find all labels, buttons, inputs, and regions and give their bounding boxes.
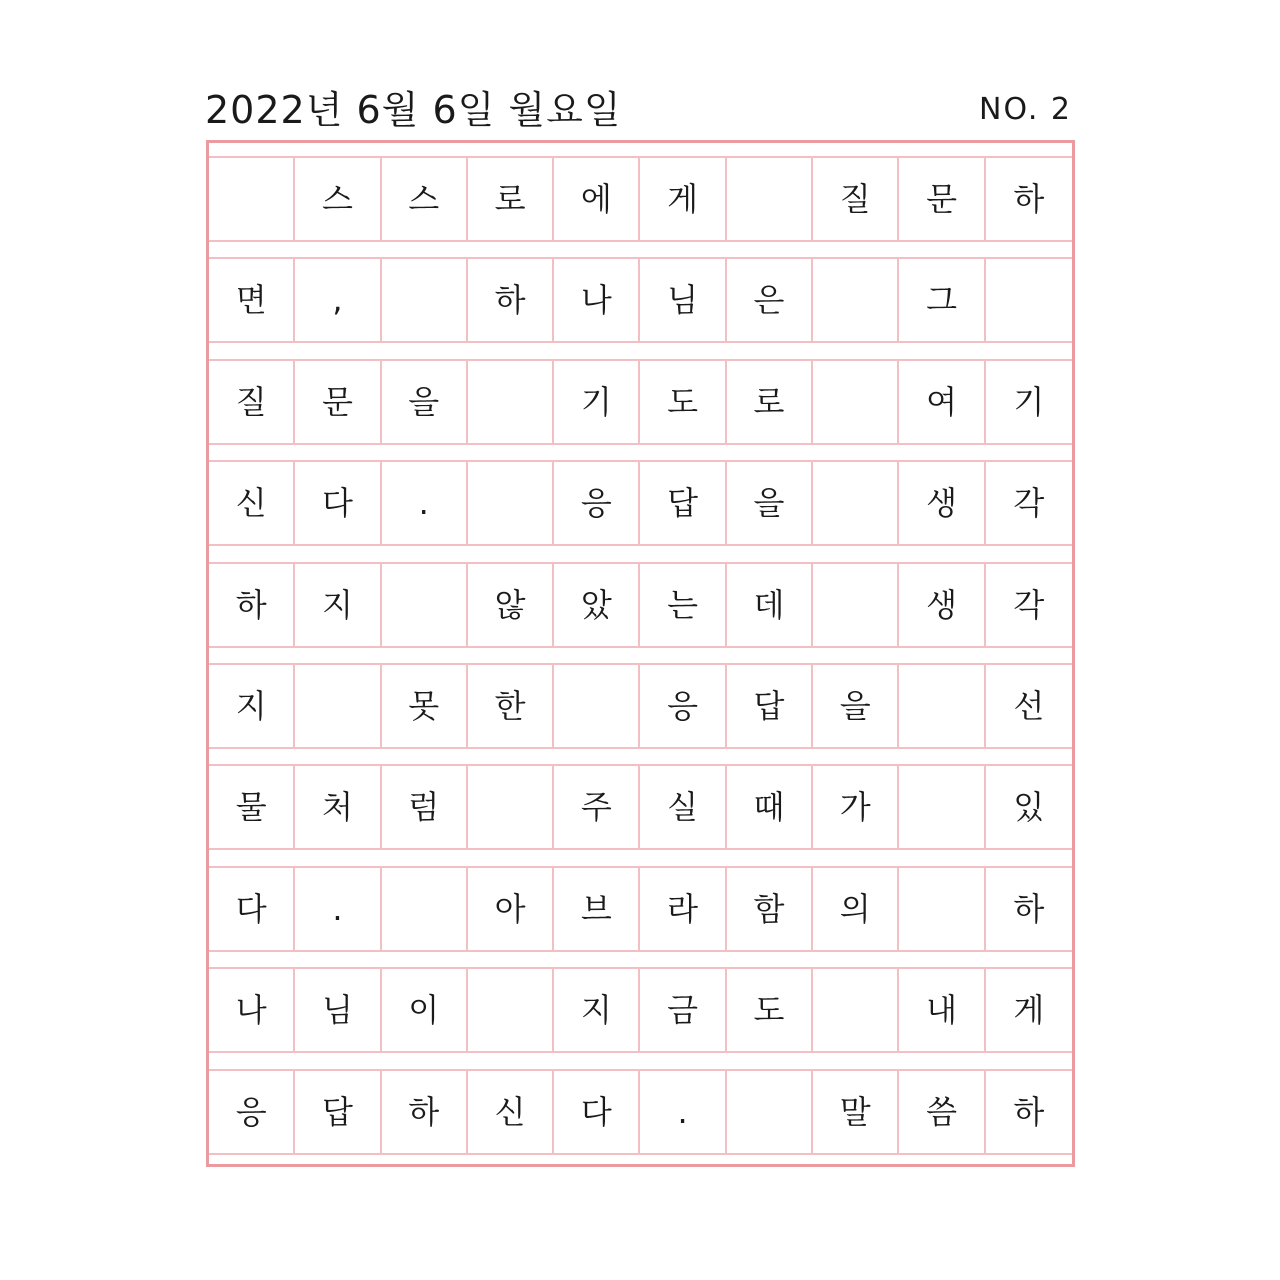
- grid-row: [209, 663, 1072, 749]
- grid-cell: 다: [209, 868, 295, 950]
- grid-cell: 응: [209, 1071, 295, 1153]
- grid-cell: [899, 766, 985, 848]
- grid-cell: 하: [1013, 180, 1045, 218]
- grid-cell: 문: [295, 361, 381, 443]
- grid-cell: [468, 462, 554, 544]
- grid-cell: 때: [727, 766, 813, 848]
- grid-cell: 데: [727, 564, 813, 646]
- grid-cell: .: [295, 868, 381, 950]
- grid-cell: 지: [295, 564, 381, 646]
- grid-row: [209, 764, 1072, 850]
- grid-cell: [899, 868, 985, 950]
- grid-row: [209, 562, 1072, 648]
- grid-cell: [382, 259, 468, 341]
- grid-cell: .: [640, 1071, 726, 1153]
- grid-cell: 아: [468, 868, 554, 950]
- grid-cell: 주: [554, 766, 640, 848]
- grid-cell: 내: [899, 969, 985, 1051]
- diary-date: 2022년 6월 6일 월요일: [205, 88, 622, 132]
- grid-cell: 신: [209, 462, 295, 544]
- grid-cell: 나: [209, 969, 295, 1051]
- grid-cell: [813, 564, 899, 646]
- grid-cell: 스: [295, 158, 381, 240]
- grid-cell: 답: [727, 665, 813, 747]
- grid-cell: 실: [640, 766, 726, 848]
- grid-cell: 게: [640, 158, 726, 240]
- grid-cell: 한: [468, 665, 554, 747]
- grid-cell: 을: [382, 361, 468, 443]
- grid-cell: 은: [727, 259, 813, 341]
- grid-cell: 을: [813, 665, 899, 747]
- page-number: NO. 2: [979, 92, 1072, 127]
- grid-cell: [727, 158, 813, 240]
- grid-cell: [813, 462, 899, 544]
- grid-cell: 말: [813, 1071, 899, 1153]
- grid-cell: [986, 259, 1072, 341]
- grid-cell: 로: [727, 361, 813, 443]
- grid-cell: 선: [1013, 687, 1045, 725]
- grid-cell: [468, 766, 554, 848]
- grid-cell: 는: [640, 564, 726, 646]
- grid-cell: 다: [295, 462, 381, 544]
- grid-cell: 여: [899, 361, 985, 443]
- grid-cell: 브: [554, 868, 640, 950]
- grid-cell: 답: [640, 462, 726, 544]
- grid-cell: 나: [554, 259, 640, 341]
- grid-cell: 하: [1013, 889, 1045, 928]
- grid-cell: 답: [295, 1071, 381, 1153]
- grid-cell: 님: [640, 259, 726, 341]
- grid-cell: [295, 665, 381, 747]
- grid-row: [209, 866, 1072, 952]
- grid-cell: 에: [554, 158, 640, 240]
- grid-cell: 각: [1013, 484, 1045, 523]
- manuscript-sheet: [206, 140, 1075, 1167]
- grid-cell: 못: [382, 665, 468, 747]
- grid-cell: 질: [813, 158, 899, 240]
- grid-cell: 럼: [382, 766, 468, 848]
- grid-cell: [382, 868, 468, 950]
- grid-cell: 물: [209, 766, 295, 848]
- grid-cell: 않: [468, 564, 554, 646]
- grid-cell: 질: [209, 361, 295, 443]
- grid-cell: 도: [727, 969, 813, 1051]
- grid-cell: [468, 361, 554, 443]
- grid-cell: 기: [1013, 382, 1045, 421]
- grid-cell: 씀: [899, 1071, 985, 1153]
- grid-cell: 하: [382, 1071, 468, 1153]
- grid-cell: 님: [295, 969, 381, 1051]
- grid-cell: [813, 361, 899, 443]
- grid-cell: 았: [554, 564, 640, 646]
- grid-cell: 응: [640, 665, 726, 747]
- grid-row: [209, 460, 1072, 546]
- grid-cell: .: [382, 462, 468, 544]
- grid-row: [209, 359, 1072, 445]
- grid-cell: 면: [209, 259, 295, 341]
- grid-cell: [554, 665, 640, 747]
- grid-cell: 라: [640, 868, 726, 950]
- grid-cell: [727, 1071, 813, 1153]
- grid-cell: 기: [554, 361, 640, 443]
- grid-cell: 가: [813, 766, 899, 848]
- grid-cell: 함: [727, 868, 813, 950]
- grid-cell: 응: [554, 462, 640, 544]
- grid-row: [209, 1069, 1072, 1155]
- grid-cell: 있: [1013, 788, 1045, 827]
- grid-row: [209, 967, 1072, 1053]
- grid-cell: 금: [640, 969, 726, 1051]
- grid-cell: 생: [899, 564, 985, 646]
- grid-cell: 하: [468, 259, 554, 341]
- grid-cell: 다: [554, 1071, 640, 1153]
- grid-cell: [899, 665, 985, 747]
- grid-cell: 그: [899, 259, 985, 341]
- grid-cell: 이: [382, 969, 468, 1051]
- grid-row: [209, 257, 1072, 343]
- grid-cell: 지: [554, 969, 640, 1051]
- grid-cell: 로: [468, 158, 554, 240]
- grid-cell: 처: [295, 766, 381, 848]
- grid-cell: 생: [899, 462, 985, 544]
- grid-cell: [382, 564, 468, 646]
- grid-cell: 을: [727, 462, 813, 544]
- grid-cell: 도: [640, 361, 726, 443]
- grid-cell: 하: [1013, 1092, 1045, 1131]
- grid-cell: 하: [209, 564, 295, 646]
- grid-cell: 게: [1013, 991, 1045, 1030]
- grid-cell: [813, 969, 899, 1051]
- grid-cell: 의: [813, 868, 899, 950]
- grid-cell: [209, 158, 295, 240]
- grid-cell: 문: [899, 158, 985, 240]
- grid-cell: 신: [468, 1071, 554, 1153]
- grid-cell: [468, 969, 554, 1051]
- grid-cell: ,: [295, 259, 381, 341]
- grid-row: [209, 156, 1072, 242]
- grid-cell: 스: [382, 158, 468, 240]
- grid-cell: [813, 259, 899, 341]
- grid-cell: 지: [209, 665, 295, 747]
- grid-cell: 각: [1013, 585, 1045, 624]
